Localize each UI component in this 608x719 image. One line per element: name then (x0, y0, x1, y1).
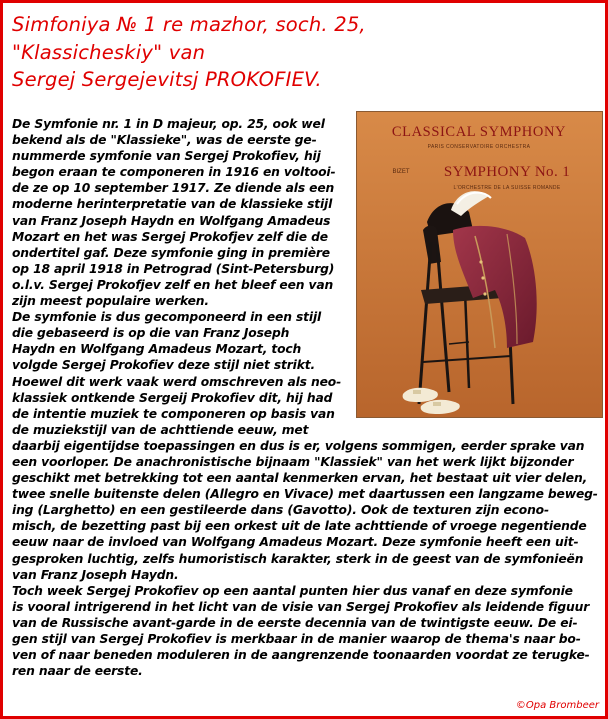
text-line: daarbij eigentijdse toepassingen en dus is er, volgens sommigen, eerder sprake van (12, 438, 585, 453)
text-line: begon eraan te componeren in 1916 en voltooi- (12, 165, 336, 180)
cover-title: CLASSICAL SYMPHONY (391, 124, 567, 140)
title-line: "Klassicheskiy" van (12, 40, 206, 64)
text-line: Toch week Sergej Prokofiev op een aantal punten hier dus vanaf en deze symfonie (12, 583, 573, 598)
text-line: gesproken luchtig, zelfs humoristisch karakter, sterk in de geest van de symfonieën (12, 551, 584, 566)
text-line: twee snelle buitenste delen (Allegro en Vivace) met daartussen een langzame beweg- (12, 487, 598, 502)
text-line: bekend als de "Klassieke", was de eerste ge- (12, 133, 317, 148)
text-line: ondertitel gaf. Deze symfonie ging in première (12, 245, 330, 260)
text-line: misch, de bezetting past bij een orkest uit de late achttiende of vroege negentiende (12, 519, 587, 534)
text-line: de muziekstijl van de achttiende eeuw, met (12, 422, 309, 437)
text-line: eeuw naar de invloed van Wolfgang Amadeus Mozart. Deze symfonie heeft een uit- (12, 535, 579, 550)
text-line: zijn meest populaire werken. (12, 294, 209, 309)
page-title (12, 11, 366, 94)
copyright-notice: ©Opa Brombeer (515, 700, 599, 711)
text-line: van de Russische avant-garde in de eerste decennia van de twintigste eeuw. De ei- (12, 615, 578, 630)
article-text (12, 116, 602, 679)
text-line: ren naar de eerste. (12, 664, 143, 679)
text-line: op 18 april 1918 in Petrograd (Sint-Petersburg) (12, 261, 335, 276)
text-line: is vooral intrigerend in het licht van de visie van Sergej Prokofiev als leidende figuur (12, 599, 590, 614)
cover-work: SYMPHONY No. 1 (443, 164, 571, 180)
text-line: Haydn en Wolfgang Amadeus Mozart, toch (12, 342, 302, 357)
text-line: De Symfonie nr. 1 in D majeur, op. 25, ook wel (12, 117, 325, 131)
text-line: gen stijl van Sergej Prokofiev is merkbaar in de manier waarop de thema's naar bo- (12, 632, 581, 646)
text-line: een voorloper. De anachronistische bijnaam "Klassiek" van het werk lijkt bijzonder (12, 454, 574, 469)
cover-composer: BIZET (392, 169, 410, 175)
text-line: van Franz Joseph Haydn en Wolfgang Amadeus (12, 213, 331, 228)
text-line: Mozart en het was Sergej Prokofjev zelf die de (12, 229, 328, 244)
title-line: Sergej Sergejevitsj PROKOFIEV. (12, 68, 322, 91)
text-line: de intentie muziek te componeren op basis van (12, 406, 335, 421)
text-line: volgde Sergej Prokofiev deze stijl niet strikt. (12, 358, 316, 373)
text-line: geschikt met betrekking tot een aantal kenmerken ervan, het bestaat uit vier delen, (12, 471, 588, 486)
text-line: ing (Larghetto) en een gestileerde dans (Gavotto). Ook de texturen zijn econo- (12, 503, 549, 518)
text-line: die gebaseerd is op die van Franz Joseph (12, 326, 290, 341)
text-line: klassiek ontkende Sergeij Prokofiev dit, hij had (12, 390, 333, 405)
title-line: Simfoniya № 1 re mazhor, soch. 25, (12, 13, 366, 36)
text-line: Hoewel dit werk vaak werd omschreven als neo- (12, 374, 342, 389)
text-line: nummerde symfonie van Sergej Prokofiev, hij (12, 149, 321, 164)
text-line: moderne herinterpretatie van de klassieke stijl (12, 197, 333, 212)
text-line: ven of naar beneden moduleren in de aangrenzende toonaarden voordat ze terugke- (12, 648, 590, 663)
text-line: De symfonie is dus gecomponeerd in een stijl (12, 310, 322, 325)
text-line: o.l.v. Sergej Prokofjev zelf en het bleef een van (12, 277, 334, 292)
cover-orchestra: L'ORCHESTRE DE LA SUISSE ROMANDE (453, 185, 561, 191)
text-line: de ze op 10 september 1917. Ze diende als een (12, 181, 335, 196)
cover-subtitle: PARIS CONSERVATOIRE ORCHESTRA (427, 144, 531, 150)
text-line: van Franz Joseph Haydn. (12, 567, 179, 582)
